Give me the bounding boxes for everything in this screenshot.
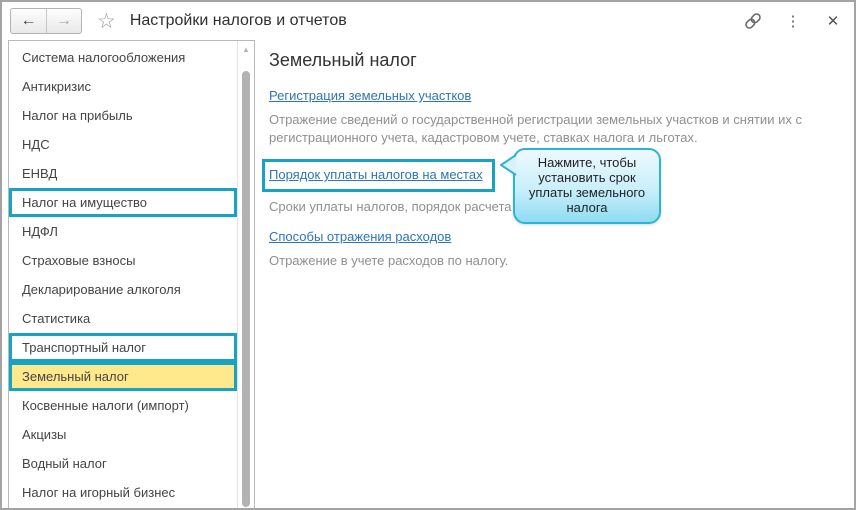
sidebar-item-water-tax[interactable]: Водный налог (22, 456, 107, 471)
sidebar-item-ndfl[interactable]: НДФЛ (22, 224, 58, 239)
land-plots-registration-link[interactable]: Регистрация земельных участков (269, 88, 472, 103)
get-link-icon[interactable] (742, 10, 764, 32)
sidebar-item-alcohol[interactable]: Декларирование алкоголя (22, 282, 181, 297)
forward-button[interactable]: → (46, 9, 81, 33)
sidebar-item-envd[interactable]: ЕНВД (22, 166, 58, 181)
hint-callout (513, 148, 661, 224)
more-menu-icon[interactable]: ⋮ (785, 13, 801, 30)
history-nav-group (10, 8, 82, 34)
header-bar (2, 2, 854, 40)
sidebar-item-anticrisis[interactable]: Антикризис (22, 79, 91, 94)
tax-payment-procedure-link[interactable]: Порядок уплаты налогов на местах (269, 167, 483, 182)
hint-callout-text: Нажмите, чтобы установить срок уплаты земельного налога (528, 155, 646, 215)
sidebar-item-excise[interactable]: Акцизы (22, 427, 67, 442)
sidebar-item-indirect-taxes[interactable]: Косвенные налоги (импорт) (22, 398, 189, 413)
sidebar-item-transport-tax[interactable]: Транспортный налог (9, 333, 237, 362)
tax-sections-list (9, 41, 237, 510)
sidebar-item-statistics[interactable]: Статистика (22, 311, 91, 326)
back-button[interactable]: ← (11, 9, 46, 33)
tax-sections-sidebar (8, 40, 255, 510)
sidebar-scrollbar[interactable] (237, 41, 254, 510)
tax-payment-procedure-highlight-box (262, 159, 495, 192)
sidebar-item-vat[interactable]: НДС (22, 137, 50, 152)
callout-tail-icon (500, 153, 517, 177)
favorite-star-icon[interactable]: ☆ (97, 9, 116, 33)
scrollbar-up-arrow-icon[interactable]: ▲ (242, 45, 250, 54)
scrollbar-thumb[interactable] (242, 71, 250, 507)
expense-reflection-link[interactable]: Способы отражения расходов (269, 229, 452, 244)
close-icon[interactable]: ✕ (826, 13, 840, 30)
land-plots-registration-desc: Отражение сведений о государственной регистрации земельных участков и снятии их с регистрационного учета, кадастровом учете, ставках налога и льготах. (269, 112, 802, 145)
sidebar-item-taxation-system[interactable]: Система налогообложения (22, 50, 186, 65)
page-title: Земельный налог (269, 50, 417, 70)
expense-reflection-desc: Отражение в учете расходов по налогу. (269, 253, 509, 268)
window-title: Настройки налогов и отчетов (129, 12, 347, 29)
land-tax-panel (255, 40, 854, 508)
sidebar-item-property-tax[interactable]: Налог на имущество (9, 188, 237, 217)
expense-reflection-section (269, 228, 854, 270)
sidebar-item-profit-tax[interactable]: Налог на прибыль (22, 108, 133, 123)
tax-payment-procedure-desc: Сроки уплаты налогов, порядок расчета (269, 199, 512, 214)
sidebar-item-land-tax[interactable]: Земельный налог (9, 362, 237, 391)
sidebar-item-gambling-tax[interactable]: Налог на игорный бизнес (22, 485, 176, 500)
land-plots-registration-section (269, 87, 854, 147)
window-body (2, 40, 854, 508)
sidebar-item-insurance[interactable]: Страховые взносы (22, 253, 136, 268)
header-actions (742, 2, 844, 40)
